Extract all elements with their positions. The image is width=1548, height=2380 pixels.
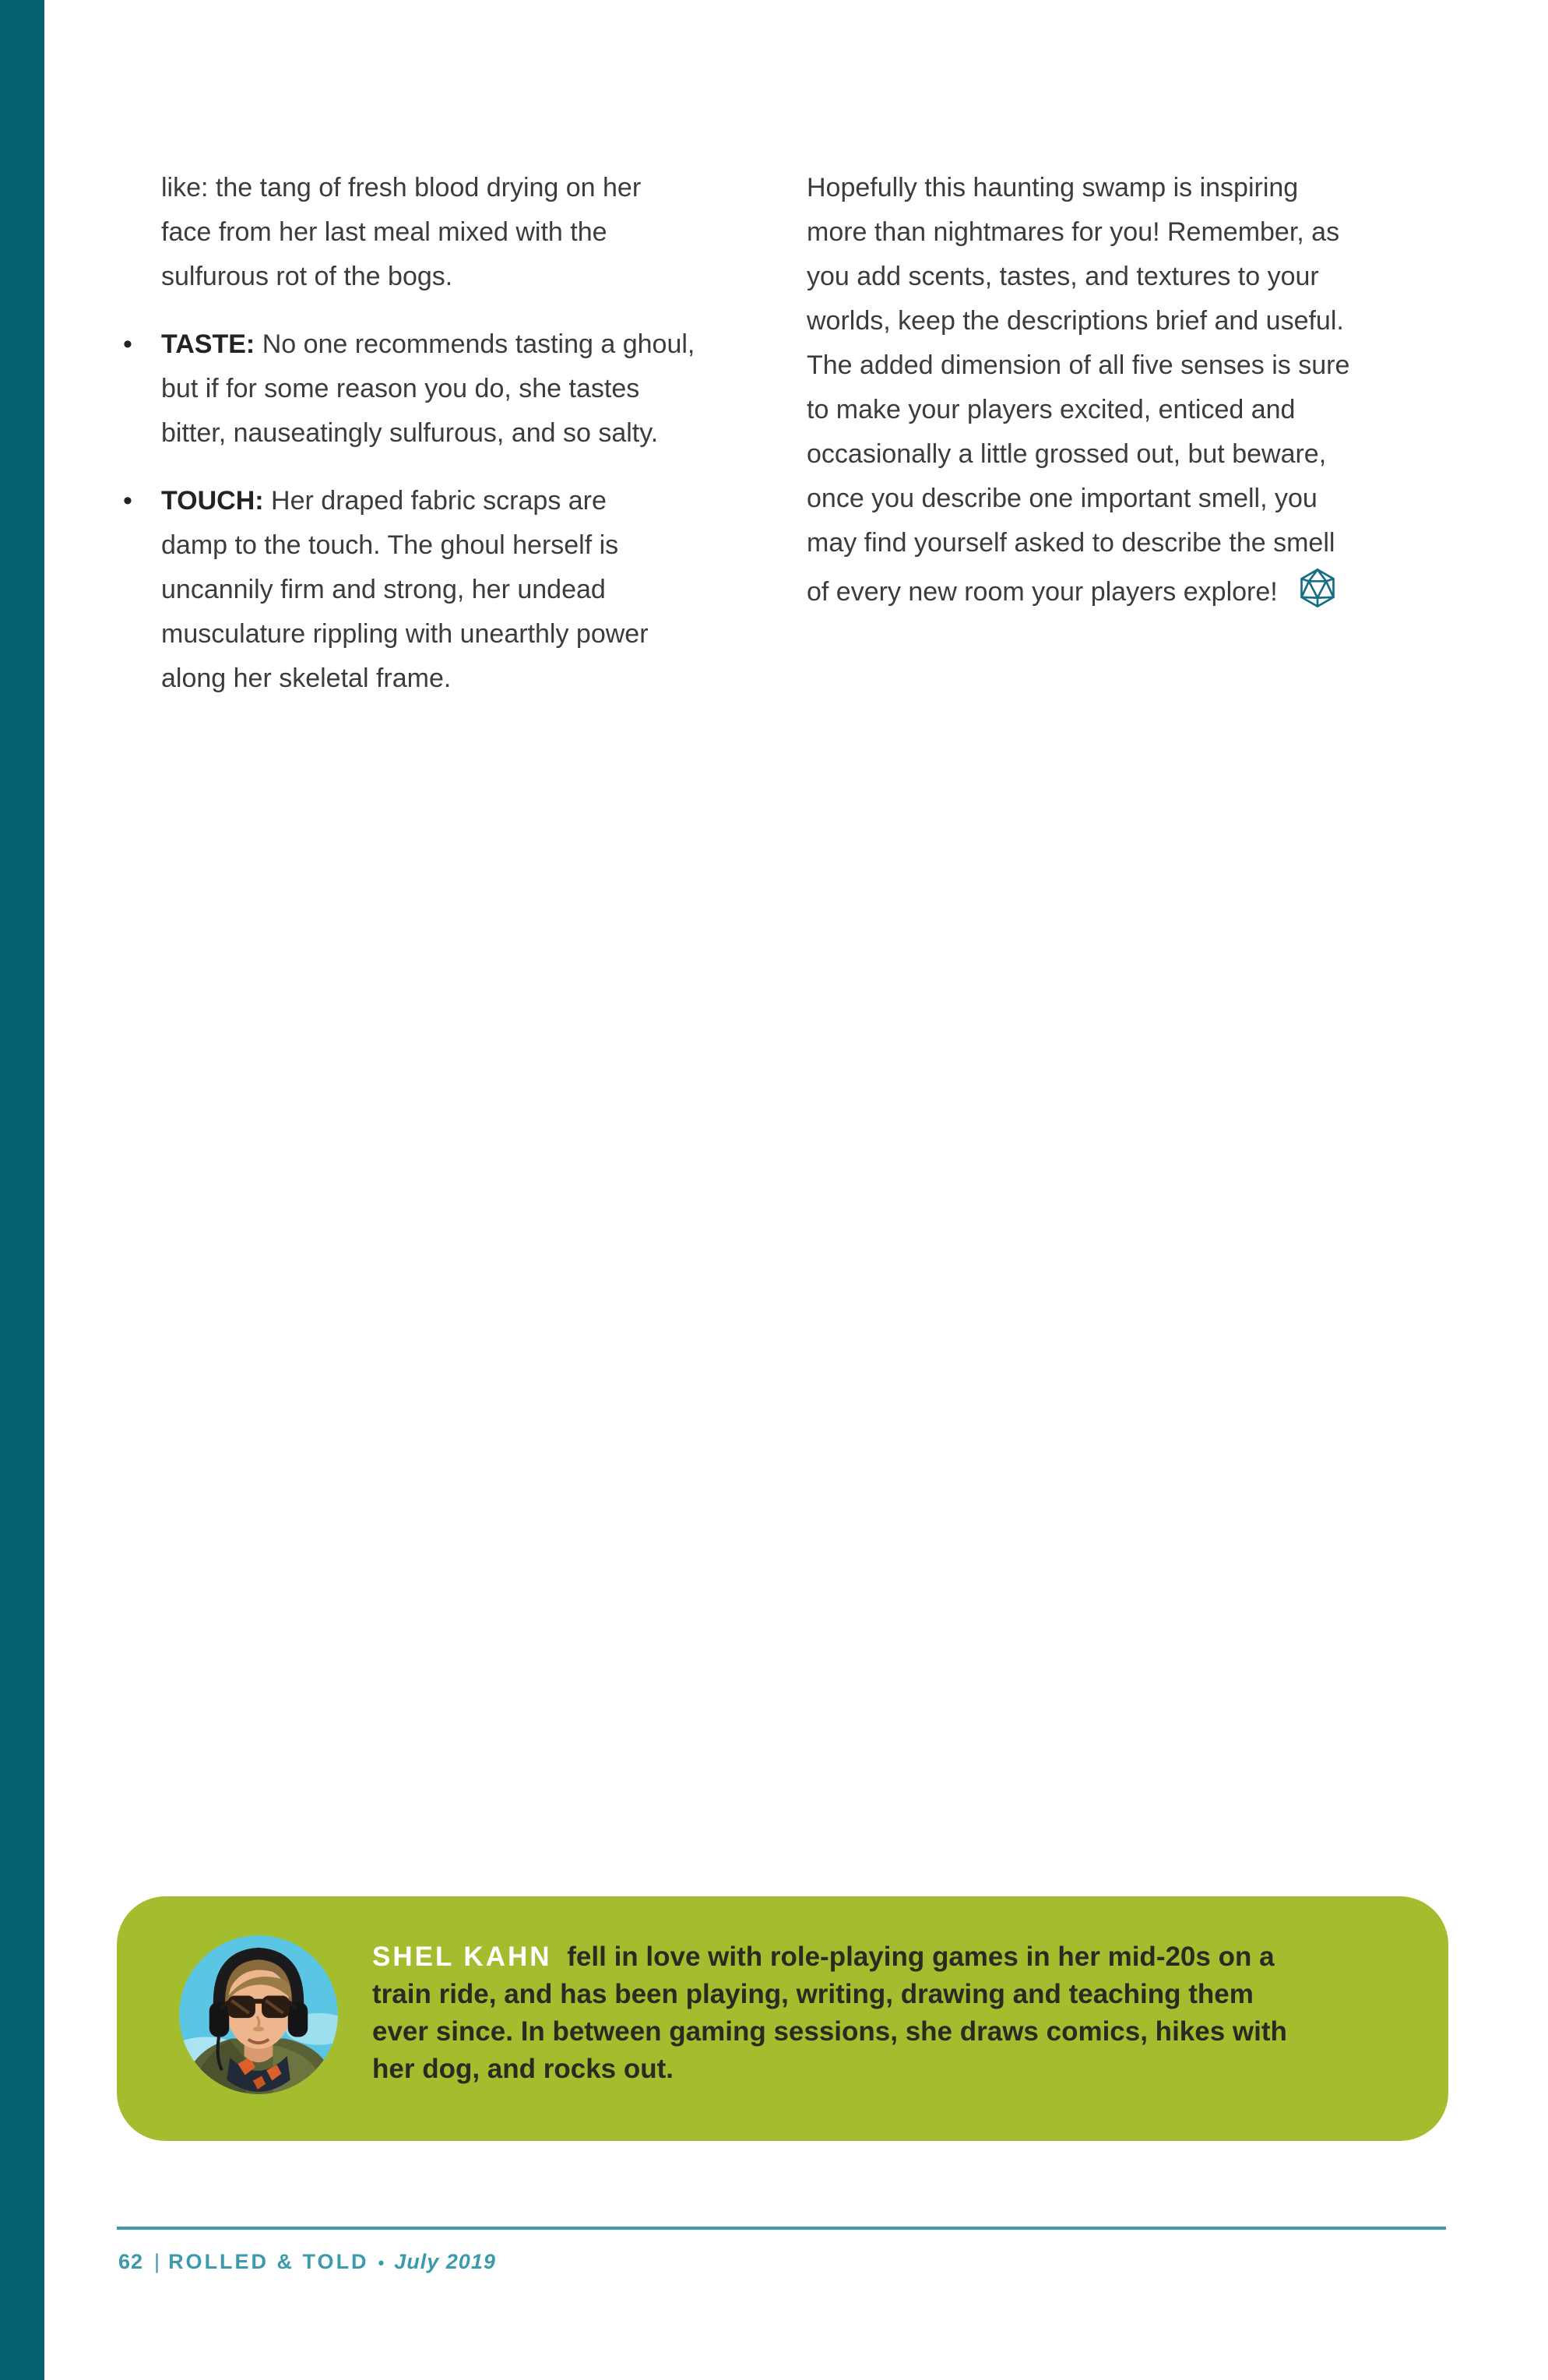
author-avatar — [179, 1935, 338, 2094]
text-line: worlds, keep the descriptions brief and useful. — [807, 306, 1344, 336]
text-line: once you describe one important smell, you — [807, 484, 1318, 513]
page-footer — [118, 2250, 496, 2274]
bullet-marker: • — [123, 486, 132, 516]
text-line: musculature rippling with unearthly power — [161, 619, 649, 649]
text-line: face from her last meal mixed with the — [161, 217, 607, 247]
author-bio-text — [372, 1938, 1416, 2088]
touch-label: TOUCH: — [161, 486, 264, 516]
text-line: may find yourself asked to describe the smell — [807, 528, 1335, 558]
footer-separator: | — [154, 2250, 161, 2273]
bio-first-line: fell in love with role-playing games in her mid-20s on a — [567, 1942, 1275, 1972]
text-line: occasionally a little grossed out, but beware, — [807, 439, 1327, 469]
text-line: but if for some reason you do, she tastes — [161, 374, 640, 403]
d20-die-icon — [1297, 565, 1338, 611]
bullet-item-touch — [123, 479, 807, 701]
text-line: damp to the touch. The ghoul herself is — [161, 530, 619, 560]
author-name: SHEL KAHN — [372, 1942, 552, 1972]
left-edge-accent-bar — [0, 0, 44, 2380]
text-line: Hopefully this haunting swamp is inspiring — [807, 173, 1299, 202]
text-line: along her skeletal frame. — [161, 664, 452, 693]
text-line: uncannily firm and strong, her undead — [161, 575, 606, 604]
text-line: more than nightmares for you! Remember, as — [807, 217, 1340, 247]
page-number: 62 — [118, 2250, 144, 2273]
closing-paragraph-last-line: of every new room your players explore! — [807, 577, 1278, 607]
author-portrait-image — [179, 1935, 338, 2094]
text-line: train ride, and has been playing, writing, drawing and teaching them — [372, 1979, 1254, 2009]
text-line: you add scents, tastes, and textures to your — [807, 262, 1319, 291]
author-bio-card — [117, 1896, 1448, 2141]
intro-paragraph — [161, 166, 807, 299]
taste-text-first-line: No one recommends tasting a ghoul, — [262, 329, 695, 359]
text-line: bitter, nauseatingly sulfurous, and so salty. — [161, 418, 659, 448]
closing-paragraph — [807, 166, 1508, 565]
touch-text — [161, 523, 807, 701]
touch-text-first-line: Her draped fabric scraps are — [271, 486, 607, 516]
text-line: The added dimension of all five senses is sure — [807, 350, 1350, 380]
text-line: to make your players excited, enticed and — [807, 395, 1296, 424]
footer-bullet: • — [378, 2253, 385, 2273]
issue-date: July 2019 — [394, 2250, 496, 2273]
text-line: ever since. In between gaming sessions, she draws comics, hikes with — [372, 2016, 1287, 2047]
left-text-column — [123, 166, 807, 724]
magazine-title: ROLLED & TOLD — [168, 2250, 369, 2273]
taste-label: TASTE: — [161, 329, 255, 359]
taste-text — [161, 367, 807, 456]
text-line: sulfurous rot of the bogs. — [161, 262, 453, 291]
bullet-marker: • — [123, 329, 132, 359]
bullet-item-taste — [123, 322, 807, 456]
text-line: like: the tang of fresh blood drying on her — [161, 173, 642, 202]
right-text-column — [807, 166, 1508, 610]
text-line: her dog, and rocks out. — [372, 2054, 674, 2084]
footer-divider-rule — [117, 2227, 1446, 2230]
bio-remaining-lines — [372, 1976, 1416, 2088]
